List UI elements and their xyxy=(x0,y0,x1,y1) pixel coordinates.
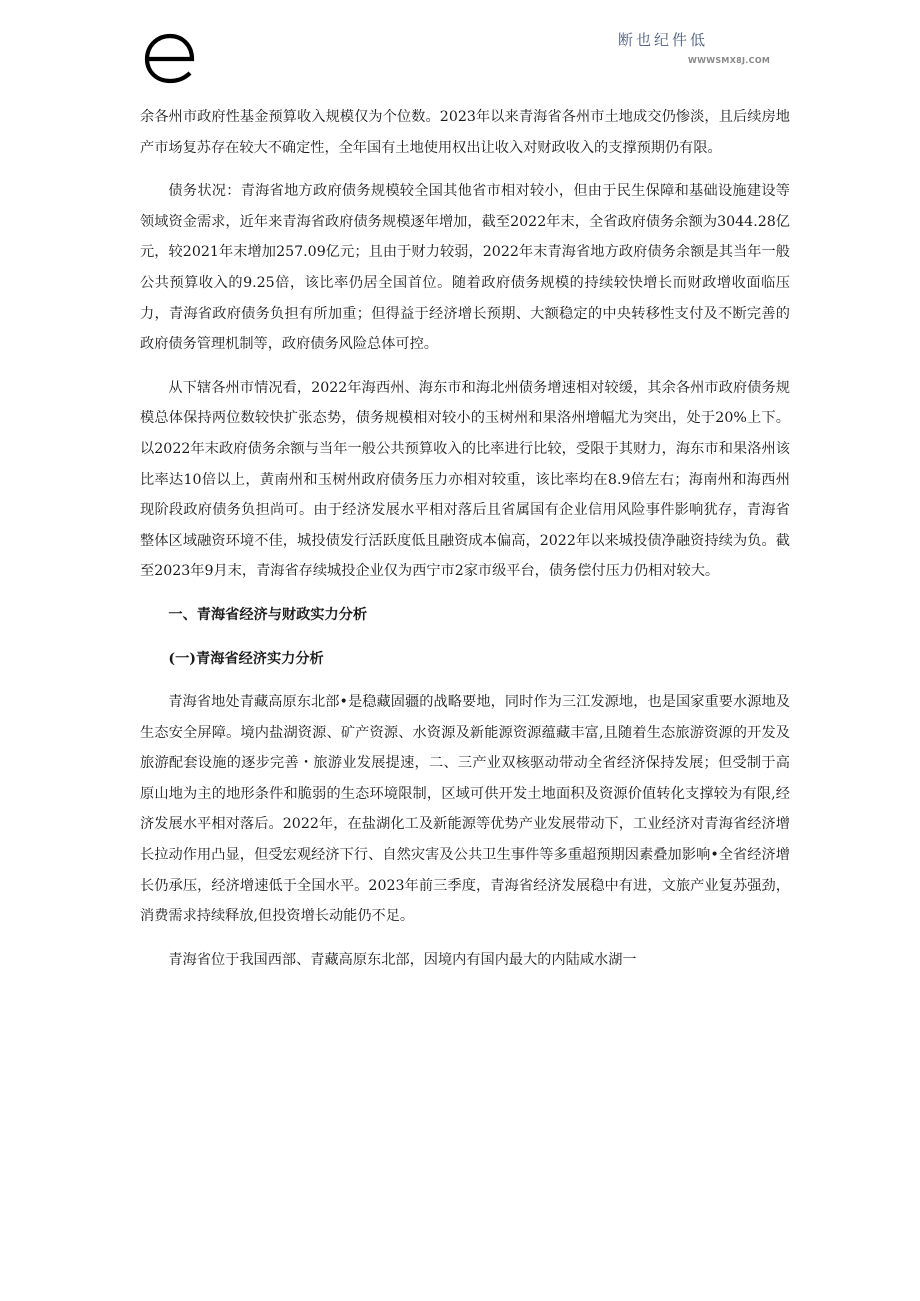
subsection-heading-economy: (一)青海省经济实力分析 xyxy=(168,650,324,667)
brand-name: 断也纪件低 xyxy=(618,31,709,49)
document-body xyxy=(140,102,790,988)
paragraph-fiscal-fund-income: 余各州市政府性基金预算收入规模仅为个位数。2023年以来青海省各州市土地成交仍惨淡，且后续房地产市场复苏存在较大不确定性，全年国有土地使用权出让收入对财政收入的支撑预期仍有限。 xyxy=(140,109,790,156)
logo-e-icon xyxy=(140,28,200,88)
brand-url: WWWSMX8J.COM xyxy=(688,56,771,65)
paragraph-economic-overview: 青海省地处青藏高原东北部•是稳藏固疆的战略要地，同时作为三江发源地，也是国家重要水源地及生态安全屏障。境内盐湖资源、矿产资源、水资源及新能源资源蕴藏丰富,且随着生态旅游资源的开发及旅游配套设施的逐步完善・旅游业发展提速，二、三产业双核驱动带动全省经济保持发展；但受制于高原山地为主的地形条件和脆弱的生态环境限制，区域可供开发土地面积及资源价值转化支撑较为有限,经济发展水平相对落后。2022年，在盐湖化工及新能源等优势产业发展带动下，工业经济对青海省经济增长拉动作用凸显，但受宏观经济下行、自然灾害及公共卫生事件等多重超预期因素叠加影响•全省经济增长仍承压，经济增速低于全国水平。2023年前三季度，青海省经济发展稳中有进，文旅产业复苏强劲，消费需求持续释放,但投资增长动能仍不足。 xyxy=(140,694,790,925)
section-heading-economy-finance: 一、青海省经济与财政实力分析 xyxy=(168,606,368,623)
paragraph-geography: 青海省位于我国西部、青藏高原东北部，因境内有国内最大的内陆咸水湖一 xyxy=(168,951,637,968)
brand-block xyxy=(618,30,788,65)
paragraph-prefecture-debt: 从下辖各州市情况看，2022年海西州、海东市和海北州债务增速相对较缓，其余各州市政府债务规模总体保持两位数较快扩张态势，债务规模相对较小的玉树州和果洛州增幅尤为突出，处于20%上下。以2022年末政府债务余额与当年一般公共预算收入的比率进行比较，受限于其财力，海东市和果洛州该比率达10倍以上，黄南州和玉树州政府债务压力亦相对较重，该比率均在8.9倍左右；海南州和海西州现阶段政府债务负担尚可。由于经济发展水平相对落后且省属国有企业信用风险事件影响犹存，青海省整体区域融资环境不佳，城投债发行活跃度低且融资成本偏高，2022年以来城投债净融资持续为负。截至2023年9月末，青海省存续城投企业仅为西宁市2家市级平台，债务偿付压力仍相对较大。 xyxy=(140,379,790,580)
paragraph-debt-status: 债务状况：青海省地方政府债务规模较全国其他省市相对较小，但由于民生保障和基础设施建设等领域资金需求，近年来青海省政府债务规模逐年增加，截至2022年末，全省政府债务余额为3044.28亿元，较2021年末增加257.09亿元；且由于财力较弱，2022年末青海省地方政府债务余额是其当年一般公共预算收入的9.25倍，该比率仍居全国首位。随着政府债务规模的持续较快增长而财政增收面临压力，青海省政府债务负担有所加重；但得益于经济增长预期、大额稳定的中央转移性支付及不断完善的政府债务管理机制等，政府债务风险总体可控。 xyxy=(140,183,790,353)
